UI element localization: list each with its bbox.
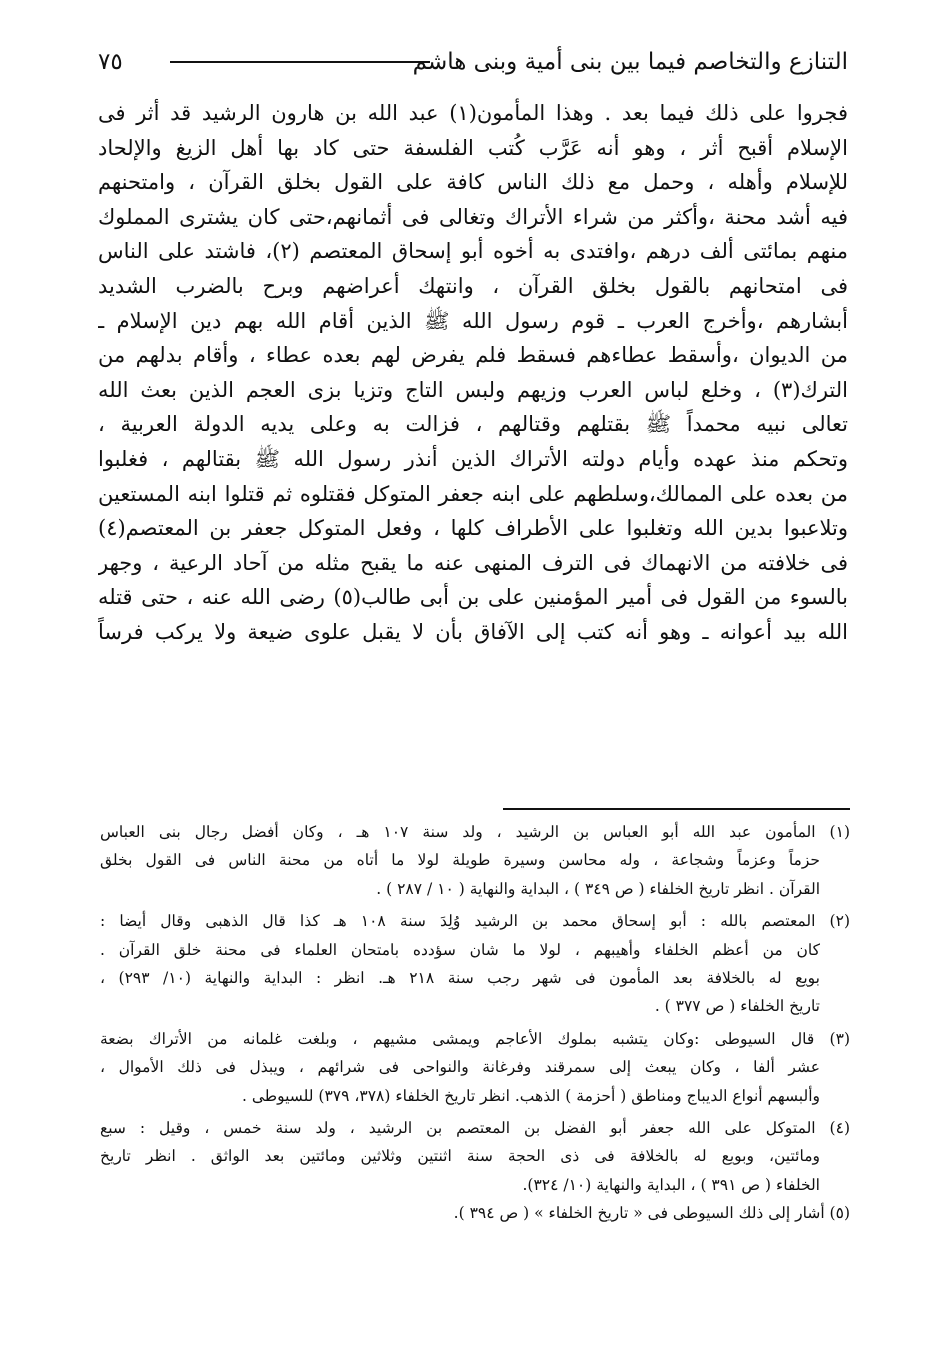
- text-line: فى امتحانهم بالقول بخلق القرآن ، وانتهك أعراضهم وبرح بالضرب الشديد: [98, 273, 848, 298]
- footnote-1: [100, 818, 850, 903]
- text-line: الله بيد أعوانه ـ وهو أنه كتب إلى الآفاق بأن لا يقبل علوى ضيعة ولا يركب فرساً: [98, 619, 848, 644]
- footnote-line: ومائتين، وبويع له بالخلافة فى ذى الحجة سنة اثنتين وثلاثين ومائتين بعد الواثق . انظر تاريخ: [100, 1147, 820, 1166]
- running-header: [98, 40, 848, 84]
- text-line: للإسلام وأهله ، وحمل مع ذلك الناس كافة على القول بخلق القرآن ، وامتحنهم: [98, 170, 848, 195]
- text-line: فيه أشد محنة ،وأكثر من شراء الأتراك وتغالى فى أثمانهم،حتى كان يشترى المملوك: [98, 204, 848, 229]
- text-line: من الديوان ،وأسقط عطاءهم فسقط فلم يفرض لهم بعده عطاء ، وأقام بدلهم من: [98, 343, 848, 368]
- footnote-separator: [503, 808, 850, 810]
- footnote-line: كان من أعظم الخلفاء وأهيبهم ، لولا ما شان سؤدده بامتحان العلماء فى محنة خلق القرآن .: [100, 940, 820, 959]
- page-number: ٧٥: [98, 49, 123, 75]
- footnote-line: عشر ألفا ، وكان يبعث إلى سمرقند وفرغانة والنواحى فى شرائهم ، ويبذل فى ذلك الأموال ،: [100, 1058, 820, 1077]
- text-line: أبشارهم ،وأخرج العرب ـ قوم رسول الله ﷺ الذين أقام الله بهم دين الإسلام ـ: [98, 308, 848, 333]
- footnotes: [100, 818, 850, 1227]
- text-line: من بعده على الممالك،وسلطهم على ابنه جعفر المتوكل فقتلوه ثم قتلوا ابنه المستعين: [98, 481, 848, 506]
- text-line: فجروا على ذلك فيما بعد . وهذا المأمون(١) عبد الله بن هارون الرشيد قد أثر فى: [98, 101, 848, 125]
- text-line: بالسوء من القول فى أمير المؤمنين على بن أبى طالب(٥) رضى الله عنه ، حتى قتله: [98, 585, 848, 610]
- text-line: منهم بمائتى ألف درهم ،وافتدى به أخوه أبو إسحاق المعتصم (٢)، فاشتد على الناس: [98, 239, 848, 264]
- footnote-2: [100, 907, 850, 1021]
- text-line: وتلاعبوا بدين الله وتغلبوا على الأطراف كلها ، وفعل المتوكل جعفر بن المعتصم(٤): [98, 516, 848, 541]
- text-line: وتحكم منذ عهده وأيام دولته الأتراك الذين أنذر رسول الله ﷺ بقتالهم ، فغلبوا: [98, 446, 848, 471]
- footnote-line: الخلفاء ( ص ٣٩١ ) ، البداية والنهاية (١٠/ ٣٢٤).: [522, 1175, 820, 1194]
- running-title: التنازع والتخاصم فيما بين بنى أمية وبنى هاشم: [412, 49, 848, 75]
- text-line: فى خلافته من الانهماك فى الترف المنهى عنه ما يقبح مثله من آحاد الرعية ، وجهر: [98, 550, 848, 575]
- footnote-4: [100, 1114, 850, 1199]
- footnote-line: وألبسهم أنواع الديباج ومناطق ( أحزمة ) الذهب. انظر تاريخ الخلفاء (٣٧٨، ٣٧٩) للسيوطى .: [242, 1086, 820, 1105]
- footnote-line: القرآن . انظر تاريخ الخلفاء ( ص ٣٤٩ ) ، البداية والنهاية ( ١٠ / ٢٨٧ ) .: [376, 879, 820, 898]
- header-rule: [170, 61, 430, 63]
- footnote-3: [100, 1025, 850, 1110]
- footnote-line: (٣) قال السيوطى :وكان يتشبه بملوك الأعاجم ويمشى مشيهم ، وبلغت غلمانه من الأتراك بضعة: [100, 1029, 850, 1048]
- text-line: تعالى نبيه محمداً ﷺ بقتلهم وقتالهم ، فزالت به وعلى يديه الدولة العربية ،: [98, 412, 848, 437]
- footnote-5: [100, 1199, 850, 1227]
- footnote-line: (٤) المتوكل على الله جعفر أبو الفضل بن المعتصم بن الرشيد ، ولد سنة خمس ، وقيل : سبع: [100, 1118, 850, 1137]
- footnote-line: (٥) أشار إلى ذلك السيوطى فى « تاريخ الخلفاء » ( ص ٣٩٤ ).: [453, 1204, 850, 1223]
- footnote-line: حزماً وعزماً وشجاعة ، وله محاسن وسيرة طويلة لولا ما أتاه من محنة الناس فى القول بخلق: [100, 851, 820, 870]
- footnote-line: بويع له بالخلافة بعد المأمون فى شهر رجب سنة ٢١٨ هـ. انظر : البداية والنهاية (١٠/ ٢٩٣) ،: [100, 968, 820, 987]
- footnote-line: (١) المأمون عبد الله أبو العباس بن الرشيد ، ولد سنة ١٠٧ هـ ، وكان أفضل رجال بنى العباس: [100, 823, 850, 841]
- footnote-line: تاريخ الخلفاء ( ص ٣٧٧ ) .: [654, 997, 820, 1016]
- footnote-line: (٢) المعتصم بالله : أبو إسحاق محمد بن الرشيد وُلِدَ سنة ١٠٨ هـ كذا قال الذهبى وقال أيضا :: [100, 912, 850, 931]
- text-line: الترك(٣) ، وخلع لباس العرب وزيهم ولبس التاج وتزيا بزى العجم الذين بعث الله: [98, 377, 848, 402]
- text-line: الإسلام أقبح أثر ، وهو أنه عَرَّب كُتب الفلسفة حتى كاد بها أهل الزيغ والإلحاد: [98, 135, 848, 160]
- main-text: [98, 96, 848, 650]
